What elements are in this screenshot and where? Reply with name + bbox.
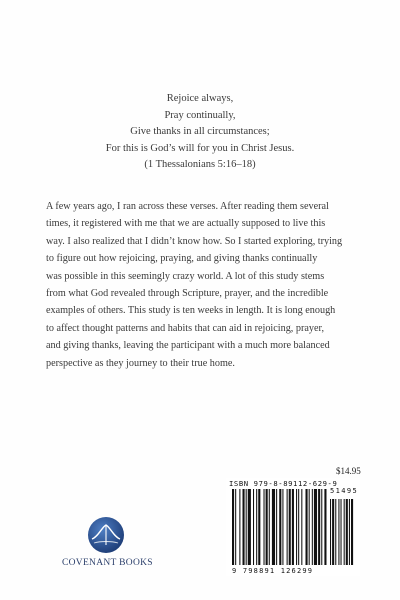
barcode-bar — [306, 489, 308, 565]
barcode-bar — [269, 489, 270, 565]
barcode-bar — [235, 489, 236, 565]
description-line: from what God revealed through Scripture, prayer, and the incredible — [46, 288, 329, 300]
barcode-bar — [264, 489, 265, 565]
description-line: way. I also realized that I didn’t know how. So I started exploring, trying — [46, 235, 343, 247]
isbn-barcode — [230, 489, 358, 567]
barcode-bar — [239, 489, 240, 565]
barcode-bar — [321, 489, 322, 565]
addon-number: 51495 — [330, 487, 359, 495]
barcode-addon-bar — [332, 499, 334, 565]
barcode-bar — [248, 489, 251, 565]
barcode-bar — [282, 489, 283, 565]
publisher-name: COVENANT BOOKS — [62, 558, 153, 568]
description-line: and giving thanks, leaving the participant with a much more balanced — [46, 340, 330, 352]
barcode-bar — [301, 489, 302, 565]
barcode-bar — [314, 489, 317, 565]
epigraph-verse — [60, 91, 340, 174]
barcode-bar — [256, 489, 257, 565]
barcode-bar — [309, 489, 310, 565]
ean-number: 9 798891 126299 — [232, 567, 314, 575]
description-line: examples of others. This study is ten weeks in length. It is long enough — [46, 305, 336, 317]
globe-logo-icon — [86, 515, 126, 555]
epigraph-line: For this is God’s will for you in Christ Jesus. — [105, 142, 295, 154]
description-line: to affect thought patterns and habits that can aid in rejoicing, prayer, — [46, 322, 325, 334]
barcode-bar — [296, 489, 297, 565]
barcode-bar — [292, 489, 294, 565]
barcode-bar — [232, 489, 234, 565]
barcode-bar — [258, 489, 260, 565]
publisher-logo — [62, 515, 153, 575]
epigraph-citation: (1 Thessalonians 5:16–18) — [144, 159, 256, 170]
barcode-bar — [243, 489, 245, 565]
price-label: $14.95 — [336, 466, 361, 476]
barcode-addon-bar — [344, 499, 345, 565]
barcode-addon-bar — [349, 499, 350, 565]
barcode-bar — [253, 489, 254, 565]
description-line: times, it registered with me that we are actually supposed to live this — [46, 218, 326, 230]
barcode-bar — [246, 489, 247, 565]
barcode-bar — [266, 489, 268, 565]
description-line: to figure out how rejoicing, praying, and giving thanks continually — [46, 253, 318, 265]
barcode-addon-bar — [346, 499, 348, 565]
description-line: perspective as they journey to their true home. — [46, 357, 235, 369]
epigraph-line: Rejoice always, — [166, 93, 234, 104]
isbn-label: ISBN 979-8-89112-629-9 — [229, 479, 338, 488]
epigraph-line: Give thanks in all circumstances; — [130, 126, 270, 137]
barcode-bar — [276, 489, 277, 565]
barcode-bar — [287, 489, 288, 565]
barcode-bar — [324, 489, 326, 565]
barcode-addon-bar — [351, 499, 353, 565]
barcode-bar — [289, 489, 291, 565]
barcode-bar — [279, 489, 281, 565]
description-line: was possible in this seemingly crazy world. A lot of this study stems — [46, 270, 325, 282]
barcode-bar — [318, 489, 320, 565]
description-line: A few years ago, I ran across these verses. After reading them several — [46, 201, 329, 212]
barcode-addon-bar — [335, 499, 336, 565]
barcode-bar — [272, 489, 275, 565]
barcode-addon-bar — [341, 499, 342, 565]
barcode-bar — [298, 489, 299, 565]
book-description — [46, 198, 362, 372]
epigraph-line: Pray continually, — [164, 109, 236, 121]
barcode-bar — [312, 489, 313, 565]
barcode-addon-bar — [338, 499, 339, 565]
barcode-addon-bar — [330, 499, 331, 565]
